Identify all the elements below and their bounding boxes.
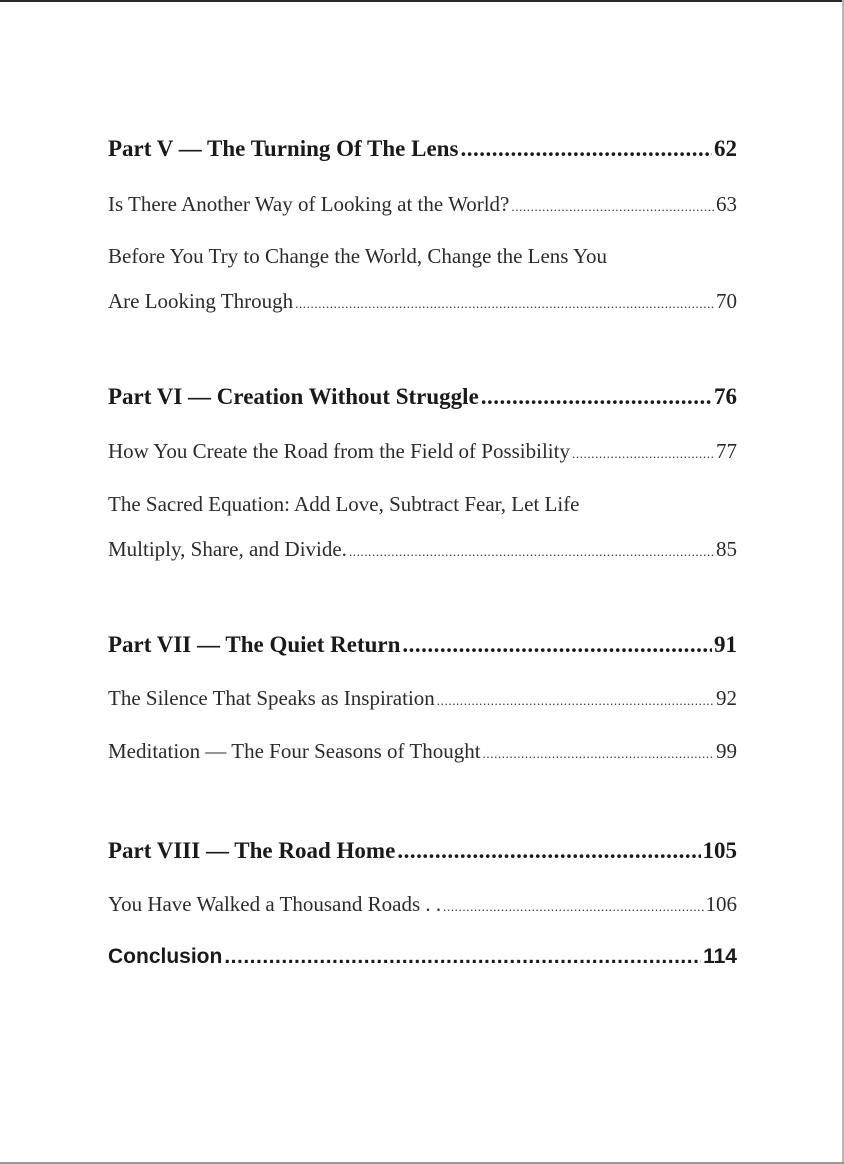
dot-leader [481, 384, 712, 410]
dot-leader [349, 544, 714, 560]
dot-leader [483, 746, 714, 762]
toc-part-title: Part V — The Turning Of The Lens [108, 136, 459, 161]
toc-part-heading[interactable] [108, 384, 737, 410]
dot-leader [437, 693, 714, 709]
toc-entry-title: You Have Walked a Thousand Roads . . [108, 892, 442, 916]
toc-page-number: 106 [705, 892, 737, 916]
toc-page-number: 91 [714, 632, 737, 657]
toc-part-heading[interactable] [108, 136, 737, 162]
toc-entry-title-line2: Multiply, Share, and Divide. [108, 537, 347, 561]
toc-entry[interactable] [108, 537, 737, 562]
toc-entry-title: Meditation — The Four Seasons of Thought [108, 739, 481, 763]
toc-entry-title: The Silence That Speaks as Inspiration [108, 686, 435, 710]
toc-page-number: 70 [716, 289, 737, 313]
dot-leader [572, 446, 714, 462]
toc-entry-title-line1[interactable]: The Sacred Equation: Add Love, Subtract Fear, Let Life [108, 492, 580, 516]
toc-page-number: 114 [703, 945, 737, 968]
toc-page-number: 76 [714, 384, 737, 409]
toc-entry-title-line1[interactable]: Before You Try to Change the World, Change the Lens You [108, 244, 608, 268]
toc-entry-title: How You Create the Road from the Field of Possibility [108, 439, 570, 463]
toc-entry-title-line2: Are Looking Through [108, 289, 294, 313]
toc-page-number: 85 [716, 537, 737, 561]
dot-leader [224, 945, 701, 969]
toc-entry[interactable] [108, 686, 737, 711]
toc-conclusion-title: Conclusion [108, 945, 223, 968]
dot-leader [443, 899, 703, 915]
toc-page-number: 92 [716, 686, 737, 710]
dot-leader [511, 199, 714, 215]
toc-entry[interactable] [108, 192, 737, 217]
toc-page-number: 77 [716, 439, 737, 463]
toc-page-number: 62 [714, 136, 737, 161]
toc-part-title: Part VIII — The Road Home [108, 838, 396, 863]
page-edge-top [0, 0, 844, 2]
toc-entry[interactable] [108, 289, 737, 314]
toc-conclusion[interactable] [108, 945, 737, 969]
toc-part-title: Part VII — The Quiet Return [108, 632, 401, 657]
toc-part-heading[interactable] [108, 632, 737, 658]
dot-leader [402, 632, 712, 658]
toc-part-title: Part VI — Creation Without Struggle [108, 384, 479, 409]
toc-entry-title: Is There Another Way of Looking at the World? [108, 192, 510, 216]
toc-page-number: 99 [716, 739, 737, 763]
toc-entry[interactable] [108, 892, 737, 917]
toc-page-number: 63 [716, 192, 737, 216]
dot-leader [460, 136, 712, 162]
dot-leader [397, 838, 700, 864]
toc-page-number: 105 [702, 838, 737, 863]
toc-entry[interactable] [108, 739, 737, 764]
toc-entry[interactable] [108, 439, 737, 464]
dot-leader [295, 296, 714, 312]
toc-part-heading[interactable] [108, 838, 737, 864]
